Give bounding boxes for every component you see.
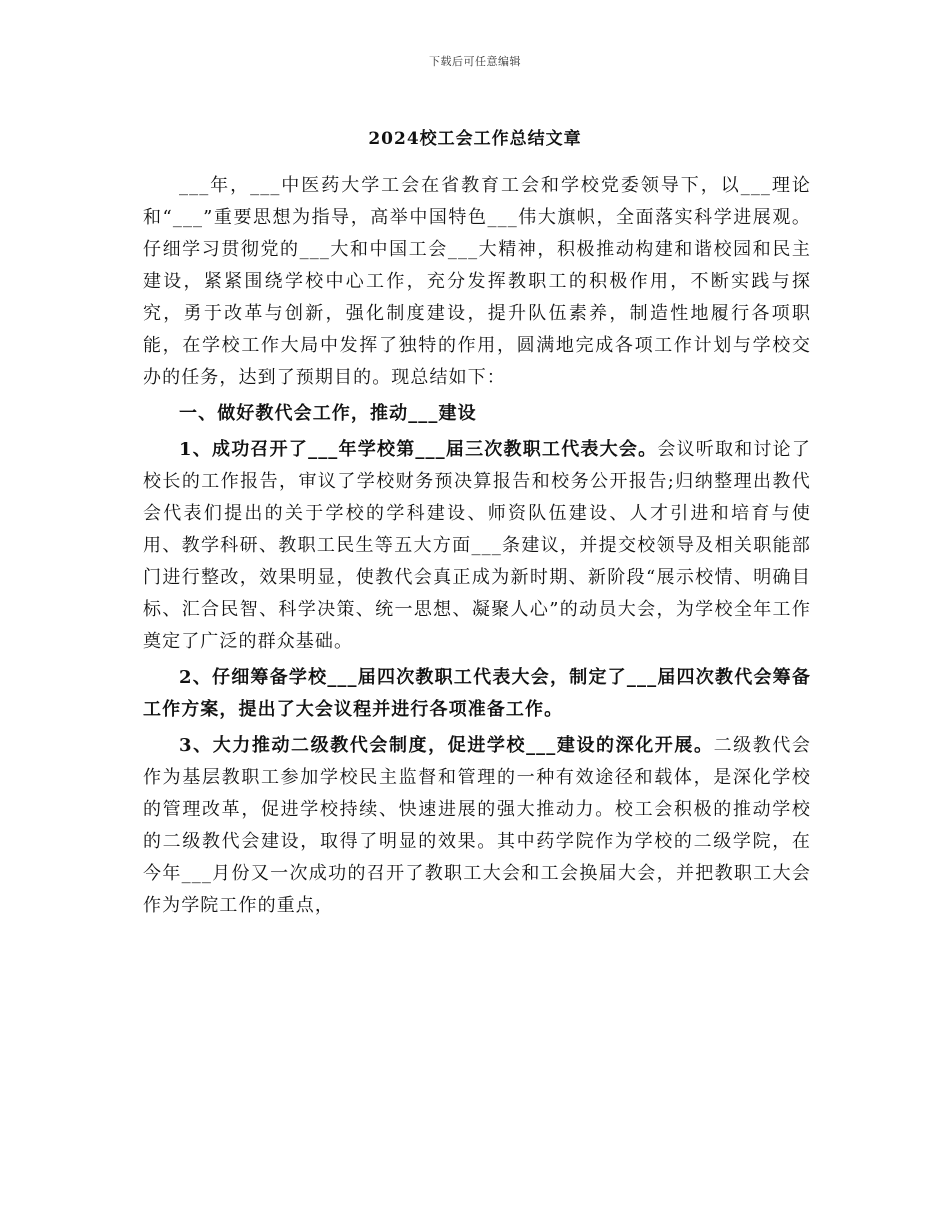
- paragraph-item-2: 2、仔细筹备学校___届四次教职工代表大会，制定了___届四次教代会筹备工作方案，提出了大会议程并进行各项准备工作。: [143, 667, 811, 720]
- paragraph-item-3-body: 二级教代会作为基层教职工参加学校民主监督和管理的一种有效途径和载体，是深化学校的管理改革，促进学校持续、快速进展的强大推动力。校工会积极的推动学校的二级教代会建设，取得了明显的效果。其中药学院作为学校的二级学院，在今年___月份又一次成功的召开了教职工大会和工会换届大会，并把教职工大会作为学院工作的重点，: [143, 735, 812, 916]
- paragraph-item-1-body: 会议听取和讨论了校长的工作报告，审议了学校财务预决算报告和校务公开报告;归纳整理出教代会代表们提出的关于学校的学科建设、师资队伍建设、人才引进和培育与使用、教学科研、教职工民生等五大方面___条建议，并提交校领导及相关职能部门进行整改，效果明显，使教代会真正成为新时期、新阶段“展示校情、明确目标、汇合民智、科学决策、统一思想、凝聚人心”的动员大会，为学校全年工作奠定了广泛的群众基础。: [143, 439, 811, 652]
- document-body: [143, 170, 811, 922]
- document-title: 2024校工会工作总结文章: [368, 129, 582, 149]
- paragraph-item-1: [143, 434, 811, 658]
- page-header-note: 下载后可任意编辑: [429, 55, 521, 68]
- paragraph-item-3-lead: 3、大力推动二级教代会制度，促进学校___建设的深化开展。: [179, 735, 714, 756]
- section-heading-1: 一、做好教代会工作，推动___建设: [179, 403, 477, 424]
- paragraph-item-1-lead: 1、成功召开了___年学校第___届三次教职工代表大会。: [179, 439, 658, 460]
- intro-paragraph: ___年，___中医药大学工会在省教育工会和学校党委领导下，以___理论和“___”重要思想为指导，高举中国特色___伟大旗帜，全面落实科学进展观。仔细学习贯彻党的___大和中国工会___大精神，积极推动构建和谐校园和民主建设，紧紧围绕学校中心工作，充分发挥教职工的积极作用，不断实践与探究，勇于改革与创新，强化制度建设，提升队伍素养，制造性地履行各项职能，在学校工作大局中发挥了独特的作用，圆满地完成各项工作计划与学校交办的任务，达到了预期目的。现总结如下：: [143, 175, 811, 388]
- paragraph-item-3: [143, 730, 811, 922]
